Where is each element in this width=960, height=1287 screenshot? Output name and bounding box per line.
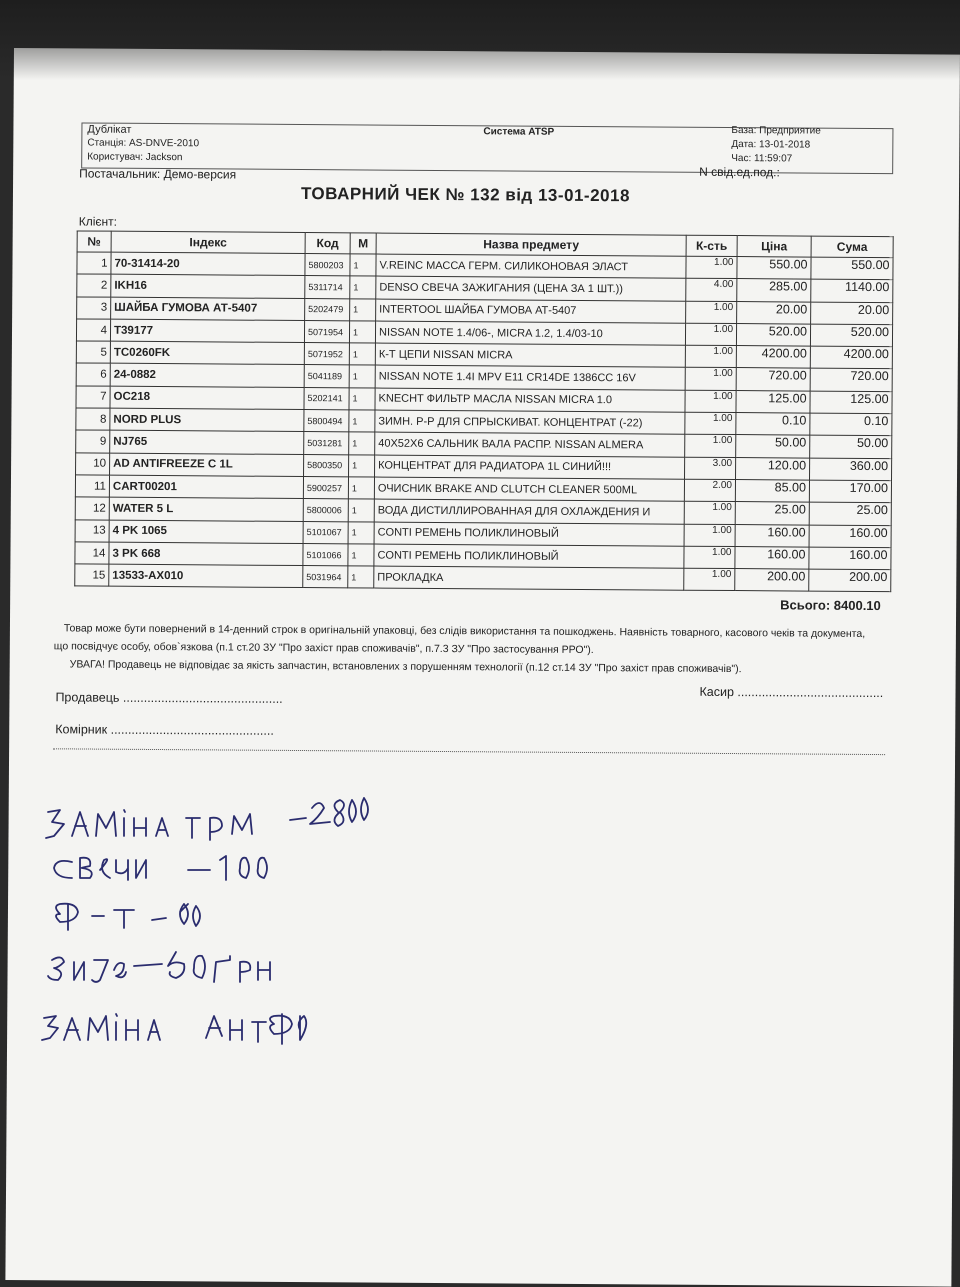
item-quantity: 1.00: [685, 435, 736, 458]
item-code: 5800494: [304, 410, 349, 433]
storekeeper-signature-line: Комірник ...............................................: [55, 722, 274, 738]
item-price: 20.00: [737, 301, 811, 324]
item-sum: 20.00: [811, 302, 893, 325]
item-sum: 160.00: [809, 547, 891, 570]
item-name: CONTI РЕМЕНЬ ПОЛИКЛИНОВЫЙ: [374, 544, 684, 568]
item-price: 160.00: [735, 546, 809, 569]
item-name: V.REINC МАССА ГЕРМ. СИЛИКОНОВАЯ ЭЛАСТ: [376, 254, 686, 278]
item-quantity: 1.00: [686, 256, 737, 279]
item-number: 14: [75, 542, 109, 565]
return-note-line-1: Товар може бути повернений в 14-денний строк в оригінальній упаковці, без слідів використання та пошкоджень. Наявність товарного, касового чеків та документа,: [63, 622, 866, 640]
item-index: NJ765: [110, 431, 304, 455]
item-index: NORD PLUS: [110, 408, 304, 432]
item-number: 4: [76, 319, 110, 342]
item-sum: 360.00: [810, 458, 892, 481]
item-sum: 720.00: [810, 369, 892, 392]
item-code: 5202479: [305, 298, 350, 321]
item-quantity: 1.00: [685, 368, 736, 391]
item-number: 12: [75, 497, 109, 520]
handwritten-line-3: [56, 904, 200, 930]
item-name: INTERTOOL ШАЙБА ГУМОВА АТ-5407: [376, 299, 686, 323]
base-label: База: Предприятие: [731, 125, 821, 137]
item-m: 1: [350, 276, 376, 298]
item-price: 125.00: [736, 390, 810, 413]
item-quantity: 1.00: [684, 568, 735, 591]
item-sum: 160.00: [809, 525, 891, 548]
item-name: DENSO СВЕЧА ЗАЖИГАНИЯ (ЦЕНА ЗА 1 ШТ.)): [376, 276, 686, 300]
item-name: NISSAN NOTE 1.4I MPV E11 CR14DE 1386CC 16V: [375, 366, 685, 390]
item-name: ВОДА ДИСТИЛЛИРОВАННАЯ ДЛЯ ОХЛАЖДЕНИЯ И: [374, 499, 684, 523]
client-label: Клієнт:: [78, 214, 118, 229]
column-header-sum: Сума: [811, 236, 893, 258]
item-index: WATER 5 L: [109, 497, 303, 521]
item-price: 120.00: [736, 457, 810, 480]
item-code: 5202141: [304, 387, 349, 410]
item-quantity: 1.00: [684, 524, 735, 547]
item-number: 11: [75, 475, 109, 498]
item-index: CART00201: [109, 475, 303, 499]
item-code: 5071952: [304, 343, 349, 366]
item-number: 2: [77, 274, 111, 297]
item-number: 5: [76, 341, 110, 364]
item-price: 285.00: [737, 279, 811, 302]
column-header-code: Код: [305, 233, 350, 254]
item-m: 1: [350, 254, 376, 276]
item-number: 10: [76, 453, 110, 476]
item-name: CONTI РЕМЕНЬ ПОЛИКЛИНОВЫЙ: [374, 522, 684, 546]
item-quantity: 1.00: [684, 501, 735, 524]
item-sum: 4200.00: [810, 346, 892, 369]
system-label: Система ATSP: [483, 126, 555, 138]
item-m: 1: [348, 477, 374, 499]
column-header-no: №: [77, 231, 111, 252]
return-note-line-2: що посвідчує особу, обов`язкова (п.1 ст.20 ЗУ "Про захіст прав споживачів", п.7.3 ЗУ "Про застосування РРО").: [53, 640, 594, 657]
item-quantity: 1.00: [685, 323, 736, 346]
item-number: 15: [75, 564, 109, 587]
item-index: 13533-AX010: [109, 564, 303, 588]
item-code: 5101067: [303, 521, 348, 544]
item-code: 5071954: [304, 320, 349, 343]
item-m: 1: [348, 544, 374, 566]
item-m: 1: [349, 388, 375, 410]
station-label: Станція: AS-DNVE-2010: [87, 137, 200, 150]
item-sum: 1140.00: [811, 279, 893, 302]
item-quantity: 1.00: [686, 301, 737, 324]
item-index: TC0260FK: [110, 341, 304, 365]
item-quantity: 1.00: [685, 345, 736, 368]
item-name: KNECHT ФИЛЬТР МАСЛА NISSAN MICRA 1.0: [375, 388, 685, 412]
item-sum: 170.00: [809, 480, 891, 503]
item-code: 5031964: [303, 566, 348, 589]
item-index: T39177: [110, 319, 304, 343]
item-sum: 0.10: [810, 413, 892, 436]
item-index: OC218: [110, 386, 304, 410]
item-number: 7: [76, 386, 110, 409]
column-header-price: Ціна: [737, 236, 811, 258]
item-code: 5800203: [305, 254, 350, 277]
column-header-qty: К-сть: [686, 235, 737, 256]
item-price: 50.00: [736, 435, 810, 458]
item-m: 1: [349, 365, 375, 387]
item-name: ПРОКЛАДКА: [374, 566, 684, 590]
certificate-number: N свід.ед.под.:: [699, 164, 780, 180]
item-price: 0.10: [736, 413, 810, 436]
handwritten-line-5: [42, 1014, 306, 1044]
item-price: 4200.00: [736, 346, 810, 369]
item-m: 1: [349, 343, 375, 365]
item-m: 1: [349, 432, 375, 454]
item-index: AD ANTIFREEZE C 1L: [110, 453, 304, 477]
item-sum: 550.00: [811, 257, 893, 280]
item-quantity: 1.00: [685, 412, 736, 435]
item-index: 3 PK 668: [109, 542, 303, 566]
item-name: NISSAN NOTE 1.4/06-, MICRA 1.2, 1.4/03-10: [375, 321, 685, 345]
item-price: 520.00: [736, 323, 810, 346]
item-m: 1: [349, 410, 375, 432]
item-price: 720.00: [736, 368, 810, 391]
handwritten-line-1: [46, 798, 368, 840]
item-m: 1: [350, 298, 376, 320]
item-number: 9: [76, 430, 110, 453]
item-name: КОНЦЕНТРАТ ДЛЯ РАДИАТОРА 1L СИНИЙ!!!: [375, 455, 685, 479]
user-label: Користувач: Jackson: [87, 151, 183, 164]
cashier-signature-line: Касир ..........................................: [699, 684, 884, 701]
item-price: 200.00: [735, 569, 809, 592]
item-sum: 125.00: [810, 391, 892, 414]
item-quantity: 3.00: [685, 457, 736, 480]
item-code: 5031281: [304, 432, 349, 455]
total-label: Всього: 8400.10: [780, 597, 881, 614]
supplier-label: Постачальник: Демо-версия: [79, 166, 237, 182]
item-sum: 25.00: [809, 502, 891, 525]
item-name: ОЧИСНИК BRAKE AND CLUTCH CLEANER 500ML: [374, 477, 684, 501]
item-name: ЗИМН. Р-Р ДЛЯ СПРЫСКИВАТ. КОНЦЕНТРАТ (-22): [375, 410, 685, 434]
item-number: 13: [75, 520, 109, 543]
item-quantity: 1.00: [685, 390, 736, 413]
item-sum: 200.00: [809, 569, 891, 592]
item-index: ШАЙБА ГУМОВА АТ-5407: [111, 297, 305, 321]
item-code: 5041189: [304, 365, 349, 388]
column-header-index: Індекс: [111, 231, 305, 253]
item-number: 1: [77, 252, 111, 275]
item-code: 5900257: [303, 477, 348, 500]
date-label: Дата: 13-01-2018: [731, 139, 811, 151]
seller-signature-line: Продавець ..............................................: [55, 690, 283, 706]
column-header-name: Назва предмету: [376, 233, 686, 256]
item-code: 5101066: [303, 543, 348, 566]
item-sum: 520.00: [810, 324, 892, 347]
item-code: 5800006: [303, 499, 348, 522]
item-index: 24-0882: [110, 364, 304, 388]
item-quantity: 1.00: [684, 546, 735, 569]
warning-note: УВАГА! Продавець не відповідає за якість запчастин, встановлених з порушенням технології (п.12 ст.14 ЗУ "Про захіст прав споживачів").: [69, 658, 742, 676]
item-sum: 50.00: [810, 435, 892, 458]
column-header-m: М: [350, 233, 376, 254]
item-number: 3: [77, 297, 111, 320]
handwritten-line-4: [48, 952, 270, 982]
item-code: 5800350: [304, 454, 349, 477]
item-price: 25.00: [735, 502, 809, 525]
item-name: 40X52X6 САЛЬНИК ВАЛА РАСПР. NISSAN ALMERA: [375, 432, 685, 456]
receipt-title: ТОВАРНИЙ ЧЕК № 132 від 13-01-2018: [300, 184, 631, 206]
item-index: 70-31414-20: [111, 252, 305, 276]
item-price: 85.00: [735, 480, 809, 503]
item-number: 6: [76, 363, 110, 386]
item-index: 4 PK 1065: [109, 520, 303, 544]
item-m: 1: [349, 321, 375, 343]
item-index: IKH16: [111, 274, 305, 298]
item-price: 160.00: [735, 524, 809, 547]
item-m: 1: [348, 521, 374, 543]
time-label: Час: 11:59:07: [731, 153, 793, 165]
item-m: 1: [349, 455, 375, 477]
item-quantity: 4.00: [686, 278, 737, 301]
item-number: 8: [76, 408, 110, 431]
handwritten-line-2: [54, 856, 267, 880]
item-name: К-Т ЦЕПИ NISSAN MICRA: [375, 343, 685, 367]
item-m: 1: [348, 499, 374, 521]
item-m: 1: [348, 566, 374, 588]
item-quantity: 2.00: [684, 479, 735, 502]
item-price: 550.00: [737, 257, 811, 280]
duplicate-label: Дублікат: [87, 123, 132, 136]
item-code: 5311714: [305, 276, 350, 299]
